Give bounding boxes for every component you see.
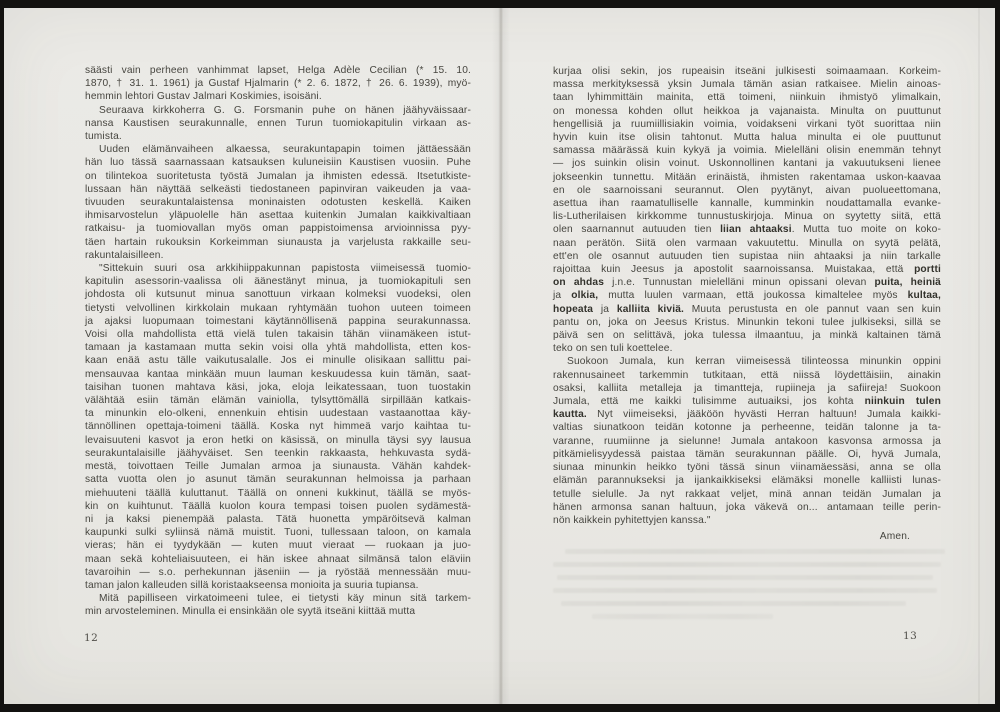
text-line: mestä, toivottaen Teille Jumalan armoa ja siunausta. Vähän kahdek- (85, 461, 471, 473)
text-line: miehuuteni täällä kuluttanut. Täällä on onneni kukkinut, täällä se myös- (85, 487, 471, 499)
text-line: kin on kuihtunut. Täällä kuolon koura tempasi toisen puolen sydämestä- (85, 500, 471, 512)
paragraph (553, 355, 941, 527)
text-line: rajoittaa kuin Jeesus ja apostolit saarnoissansa. Muistakaa, että portti (553, 264, 941, 276)
text-line: lussaan hän näyttää selkeästi tiedostaneen papinviran vaikeuden ja vaa- (85, 183, 471, 195)
text-line: min arvosteleminen. Minulla ei ensinkään ole syytä itseäni kiittää mutta (85, 606, 416, 618)
text-line: ett'en ole osannut autuuden tien supistaa niin ahtaaksi ja niin tarkalle (553, 250, 941, 262)
paragraph (85, 64, 471, 104)
text-line: taman jalon kalleuden sillä koristaakseensa monioita ja suuria tupiansa. (85, 579, 419, 591)
bleed-line (561, 601, 906, 606)
text-line: elämän parannukseksi ja ijankaikkiseksi elämäksi monelle kalliisti lunas- (553, 475, 941, 487)
text-line: täen hartain rukouksin Korkeimman siunausta ja varjelusta rakkaille seu- (85, 236, 471, 248)
text-line: taan lyhimmittäin mainita, että toimeni, niinkuin ihmistyö ylimalkain, (553, 92, 941, 104)
text-line: hyvin kuin itse olisin tahtonut. Mutta halua minulta ei ole puuttunut (553, 132, 941, 144)
text-line: päivä sen on selittävä, joka tulessa ilmaantuu, ja minkä kaltainen tämä (553, 330, 941, 342)
text-line: Mitä papilliseen virkatoimeeni tulee, ei tietysti käy minun sitä tarkem- (99, 593, 471, 605)
text-line: tumista. (85, 131, 122, 143)
text-line: Suokoon Jumala, kun kerran viimeisessä tilinteossa minunkin oppini (567, 356, 941, 368)
right-page-number: 13 (903, 630, 918, 642)
text-line: on tilintekoa suoritetusta työstä Jumalan ja ihmisten edessä. Itsetutkiste- (85, 170, 471, 182)
text-line: tetulle sielulle. Ja nyt rakkaat veljet, minä annan teidän Jumalan ja (553, 488, 941, 500)
text-line: levaisuuteni kasvot ja eron hetki on käsissä, on minulla täysi syy lausua (85, 434, 471, 446)
text-line: tamaan ja kastamaan mutta sekin voisi olla yhtä mahdollista, etten kos- (85, 342, 471, 354)
text-line: teko on sen tuli koettelee. (553, 343, 673, 355)
text-line: on monessa kohden ollut heikkoa ja vajanaista. Minulta on puuttunut (553, 105, 941, 117)
text-line: varanne, ruumiinne ja sielunne! Jumala antakoon kasvonsa armossa ja (553, 435, 941, 447)
text-line: hopeata ja kalliita kiviä. Muuta perustusta en ole pannut vaan sen kuin (553, 303, 941, 315)
text-line: ihmisarvostelun yläpuolelle hän asettaa kuitenkin Jumalan kaikkivaltiaan (85, 210, 471, 222)
text-line: satta vuotta olen jo asunut tämän seurakunnan helmoissa ja parhaan (85, 474, 471, 486)
bleed-line (592, 614, 772, 619)
text-line: ja olkia, mutta luulen varmaan, että joukossa kimaltelee myös kultaa, (553, 290, 941, 302)
text-line: on ahdas j.n.e. Tunnustan mielelläni minun opissani olevan puita, heiniä (553, 277, 941, 289)
bleed-line (565, 549, 945, 554)
text-line: hän luo tässä saarnassaan katsauksen kuluneisiin Kaustisen vuosiin. Puhe (85, 157, 471, 169)
text-line: olen saarnannut autuuden tien liian ahtaaksi. Mutta tuo moite on koko- (553, 224, 941, 236)
text-line: nansa Kaustisen seurakunnalle, ennen Turun tuomiokapitulin virkaan as- (85, 117, 471, 129)
text-line: nön kaikkein pyhitettyjen kanssa." (553, 514, 711, 526)
left-page-number: 12 (84, 632, 99, 644)
text-line: en ole saarnoissani seurannut. Olen pyytänyt, aivan puolueettomana, (553, 184, 941, 196)
bleed-line (557, 575, 933, 580)
text-line: 1870, † 31. 1. 1961) ja Gustaf Hjalmarin (* 2. 6. 1872, † 26. 6. 1939), myö- (85, 78, 471, 90)
text-line: säästi vain perheen vanhimmat lapset, Helga Adèle Cecilian (* 15. 10. (85, 65, 471, 76)
bleed-line (553, 588, 937, 593)
text-line: ja ajaksi luopumaan toimestani käytännöllisenä pappina seurakunnassa. (85, 315, 471, 327)
text-line: seurakuntalaisille jäähyväiset. Sen teenkin rakkaasta, hehkuvasta sydä- (85, 447, 471, 459)
text-line: kautta. Nyt viimeiseksi, jääköön hyvästi Herran haltuun! Jumala kaikki- (553, 409, 941, 421)
paragraph (85, 143, 471, 262)
text-line: siunaa minunkin heikko työni tässä sinun viinamäessäsi, anna se olla (553, 462, 941, 474)
text-line: asettua ihan raamatulliselle kannalle, kumminkin noudattamalla evanke- (553, 198, 941, 210)
text-line: naan perätön. Siitä olen varmaan vakuutettu. Minulla on syytä pelätä, (553, 237, 941, 249)
text-line: ratkaisu- ja tuomiovallan myös oman pappistoimensa arvioinnissa pyy- (85, 223, 471, 235)
text-line: maan sekä kohteliaisuuteen, ei hän iskee ahnaat silmänsä talon eläviin (85, 553, 471, 565)
text-line: ta minunkin elo-olkeni, ennenkuin ehtisin uudestaan vastaanottaa käy- (85, 408, 471, 420)
text-line: välähtää esiin tämän elämän vainiolla, tylsyttömällä sirpillään katkais- (85, 395, 471, 407)
text-line: taisihan tuonen mahtava käsi, joka, eloja leikatessaan, tuon tuostakin (85, 381, 471, 393)
text-line: pantu on, joka on Jeesus Kristus. Minunkin tekoni tulee julkiseksi, sillä se (553, 316, 941, 328)
text-line: tietysti velvollinen kirkkolain mukaan ryhtymään tuohon uuteen toimeen (85, 302, 471, 314)
text-line: osaksi, kalliita metalleja ja timantteja, rupiineja ja safiireja! Suokoon (553, 382, 941, 394)
text-line: lis-Lutherilaisen kirkkomme tunnustuskirjoja. Minua on syytetty siitä, että (553, 211, 941, 223)
book-gutter-shadow (492, 8, 510, 704)
ink-bleed-through (553, 549, 945, 635)
text-line: tavaroihin — s.o. perhekunnan jäseniin — ja ryöstää mennessään muu- (85, 566, 471, 578)
paragraph (85, 262, 471, 592)
paragraph (85, 592, 471, 618)
text-line: rakennusaineet tarkemmin tutkitaan, että niissä löydettäisiin, ainakin (553, 369, 941, 381)
text-line: pitkämielisyydessä paistaa tämän seurakunnan päälle. Oi, hyvä Jumala, (553, 448, 941, 460)
bleed-line (553, 562, 941, 567)
text-line: valtias siunatkoon teidän kotonne ja perheenne, teidän talonne ja ta- (553, 422, 941, 434)
paragraph (553, 65, 941, 355)
text-line: kaupunki sulki syliinsä nämä muistit. Tuoni, tullessaan taloon, on kamala (85, 527, 471, 539)
text-line: mensauvaa kantaa minkään muun lauman keskuudessa kuin tämän, saat- (85, 368, 471, 380)
text-line: rakuntalaisilleen. (85, 249, 164, 261)
right-page-text (553, 65, 941, 543)
text-line: Seuraava kirkkoherra G. G. Forsmanin puhe on hänen jäähyväissaar- (99, 104, 471, 116)
text-line: — jos suinkin olisin voinut. Uskonnollinen kantani ja vakuutukseni lienee (553, 158, 941, 170)
text-line: massa merkityksessä yksin Jumala tämän asian ratkaisee. Mielin ainoas- (553, 79, 941, 91)
text-line: ni ja kaksi pienempää palasta. Tätä huonetta ympäröitsevä kalman (85, 513, 471, 525)
right-page-edge-line (978, 8, 980, 704)
text-line: "Sittekuin suuri osa arkkihiippakunnan papistosta viimeisessä tuomio- (99, 263, 471, 275)
text-line: Jumala, että me kaikki tulisimme autuaiksi, jos kohta niinkuin tulen (553, 396, 941, 408)
text-line: hengellisiä ja ruumiillisiakin voimia, voidakseni virkani työt suorittaa niin (553, 118, 941, 130)
text-line: johdosta oli kutsunut minua sanottuun virkaan kolmeksi vuodeksi, olen (85, 289, 471, 301)
text-line: Voisi olla mahdollista että vielä tulen takaisin tähän viinamäkeen istut- (85, 329, 471, 341)
book-spread (4, 8, 995, 704)
closing-amen: Amen. (879, 531, 910, 543)
text-line: kaan enää astu tälle vaikutusalalle. Jos ei minulle olisikaan sallittu pai- (85, 355, 471, 367)
paragraph (85, 104, 471, 144)
text-line: vieras; hän ei tyydykään — kuten muut vieraat — ruokaan ja juo- (85, 540, 471, 552)
text-line: kapitulin asessorin-vaalissa oli äänestänyt minua, ja tuomiokapituli sen (85, 276, 471, 288)
text-line: hänen armonsa sanan haltuun, joka väkevä on... antamaan teille perin- (553, 501, 941, 513)
text-line: hemmin lehtori Gustav Jalmari Koskimies, isoisäni. (85, 91, 322, 103)
text-line: samassa määrässä kuin kykyä ja voimia. Mielelläni olisin enemmän tehnyt (553, 145, 941, 157)
text-line: tivuuden seurakuntalaistensa moninaisten odotusten keskellä. Kaiken (85, 197, 471, 209)
text-line: kurjaa olisi sekin, jos rupeaisin itseäni julkisesti soimaamaan. Korkeim- (553, 66, 941, 77)
text-line: tännöllinen opettaja-toimeni täällä. Koska nyt himmeä varjo kaihtaa tu- (85, 421, 471, 433)
text-line: jokseenkin tunnettu. Mitään erinäistä, ihmisten rakentamaa uskon-kaavaa (553, 171, 941, 183)
text-line: Uuden elämänvaiheen alkaessa, seurakuntapapin toimen jättäessään (99, 144, 471, 156)
left-page-text (85, 64, 471, 619)
right-page-paragraphs (553, 65, 941, 527)
